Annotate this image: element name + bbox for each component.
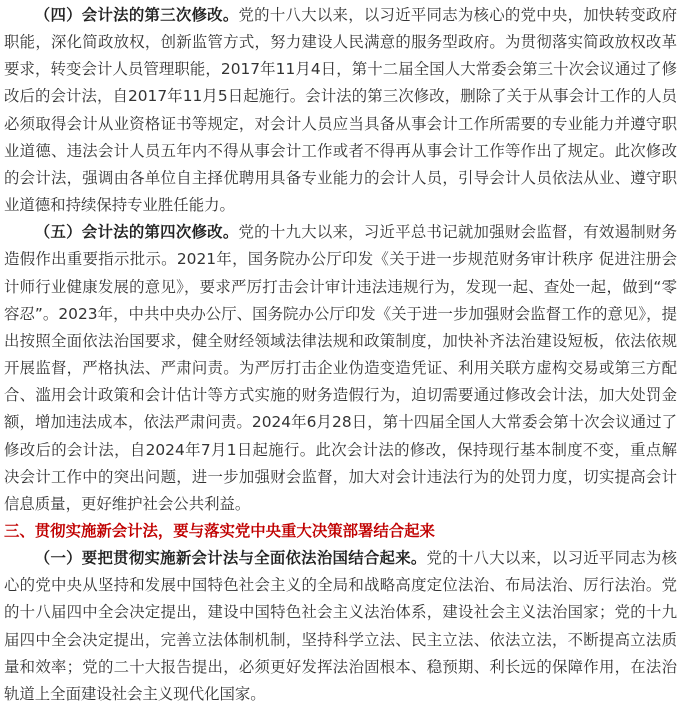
paragraph-third-revision <box>4 2 677 219</box>
paragraph-lead: （五）会计法的第四次修改。 <box>34 223 239 242</box>
paragraph-body: 党的十八大以来，以习近平同志为核心的党中央从坚持和发展中国特色社会主义的全局和战略高度定位法治、布局法治、厉行法治。党的十八届四中全会决定提出，建设中国特色社会主义法治体系，建设社会主义法治国家；党的十九届四中全会决定提出，完善立法体制机制，坚持科学立法、民主立法、依法立法，不断提高立法质量和效率；党的二十大报告提出，必须更好发挥法治固根本、稳预期、利长远的保障作用，在法治轨道上全面建设社会主义现代化国家。 <box>4 549 677 703</box>
paragraph-rule-of-law <box>4 545 677 708</box>
paragraph-fourth-revision <box>4 219 677 518</box>
paragraph-body: 党的十九大以来，习近平总书记就加强财会监督，有效遏制财务造假作出重要指示批示。2021年，国务院办公厅印发《关于进一步规范财务审计秩序 促进注册会计师行业健康发展的意见》，要求严厉打击会计审计违法违规行为，发现一起、查处一起，做到“零容忍”。2023年，中共中央办公厅、国务院办公厅印发《关于进一步加强财会监督工作的意见》，提出按照全面依法治国要求，健全财经领域法律法规和政策制度，加快补齐法治建设短板，依法依规开展监督，严格执法、严肃问责。为严厉打击企业伪造变造凭证、利用关联方虚构交易或第三方配合、滥用会计政策和会计估计等方式实施的财务造假行为，迫切需要通过修改会计法，加大处罚金额，增加违法成本，依法严肃问责。2024年6月28日，第十四届全国人大常委会第十次会议通过了修改后的会计法，自2024年7月1日起施行。此次会计法的修改，保持现行基本制度不变，重点解决会计工作中的突出问题，进一步加强财会监督，加大对会计违法行为的处罚力度，切实提高会计信息质量，更好维护社会公共利益。 <box>4 223 677 513</box>
paragraph-lead: （四）会计法的第三次修改。 <box>34 6 239 24</box>
section-heading: 三、贯彻实施新会计法，要与落实党中央重大决策部署结合起来 <box>4 521 435 540</box>
paragraph-lead: （一）要把贯彻实施新会计法与全面依法治国结合起来。 <box>34 549 427 568</box>
paragraph-body: 党的十八大以来，以习近平同志为核心的党中央，加快转变政府职能，深化简政放权，创新监管方式，努力建设人民满意的服务型政府。为贯彻落实简政放权改革要求，转变会计人员管理职能，2017年11月4日，第十二届全国人大常委会第三十次会议通过了修改后的会计法，自2017年11月5日起施行。会计法的第三次修改，删除了关于从事会计工作的人员必须取得会计从业资格证书等规定，对会计人员应当具备从事会计工作所需要的专业能力并遵守职业道德、违法会计人员五年内不得从事会计工作或者不得再从事会计工作等作出了规定。此次修改的会计法，强调由各单位自主择优聘用具备专业能力的会计人员，引导会计人员依法从业、遵守职业道德和持续保持专业胜任能力。 <box>4 6 677 215</box>
